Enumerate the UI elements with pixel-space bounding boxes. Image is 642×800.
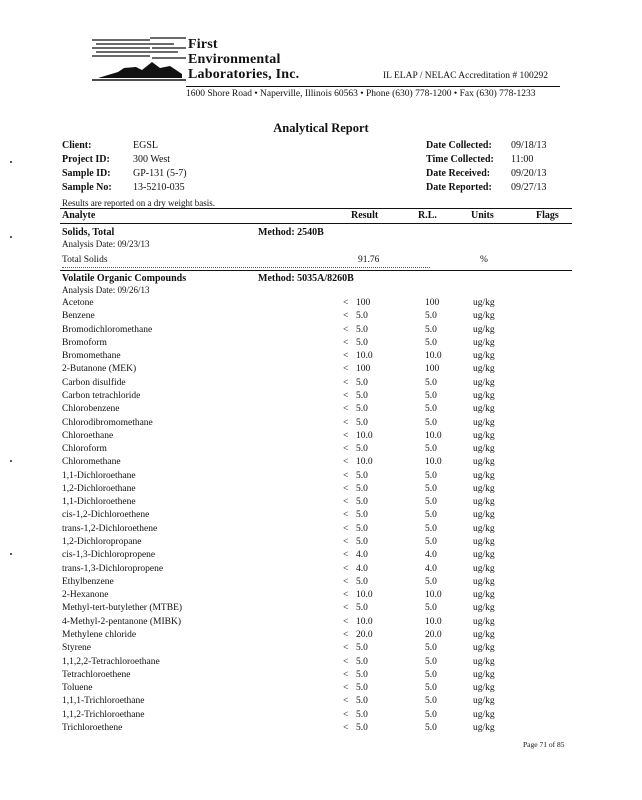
result-value: 5.0	[356, 656, 368, 667]
result-value: 10.0	[356, 590, 373, 601]
units-value: ug/kg	[473, 643, 495, 654]
table-row	[0, 550, 642, 563]
table-row	[0, 670, 642, 683]
result-qualifier: <	[343, 417, 349, 428]
rl-value: 10.0	[425, 430, 442, 441]
table-row	[0, 364, 642, 377]
analyte-name: Ethylbenzene	[62, 576, 114, 587]
margin-mark	[10, 236, 12, 238]
rl-value: 5.0	[425, 377, 437, 388]
units-value: ug/kg	[473, 417, 495, 428]
analyte-name: 1,1,1-Trichloroethane	[62, 696, 145, 707]
time-collected-label: Time Collected:	[426, 154, 494, 165]
result-value: 100	[356, 364, 371, 375]
rl-value: 100	[425, 364, 440, 375]
table-row	[0, 351, 642, 364]
margin-mark	[10, 553, 12, 555]
col-analyte: Analyte	[62, 210, 96, 221]
analyte-name: Total Solids	[62, 255, 108, 265]
analyte-name: 4-Methyl-2-pentanone (MIBK)	[62, 616, 181, 627]
col-rl: R.L.	[418, 210, 437, 221]
result-qualifier: <	[343, 576, 349, 587]
table-row	[0, 723, 642, 736]
dry-weight-note: Results are reported on a dry weight basis.	[62, 198, 215, 208]
table-row	[0, 391, 642, 404]
sample-no-label: Sample No:	[62, 182, 112, 193]
accreditation-text: IL ELAP / NELAC Accreditation # 100292	[383, 71, 548, 81]
date-received-label: Date Received:	[426, 168, 491, 179]
units-value: ug/kg	[473, 404, 495, 415]
units-value: ug/kg	[473, 683, 495, 694]
rl-value: 10.0	[425, 590, 442, 601]
rl-value: 5.0	[425, 390, 437, 401]
analyte-name: trans-1,3-Dichloropropene	[62, 563, 164, 574]
units-value: ug/kg	[473, 603, 495, 614]
analyte-name: Chlorobenzene	[62, 404, 120, 415]
table-row	[0, 404, 642, 417]
units-value: ug/kg	[473, 550, 495, 561]
rl-value: 5.0	[425, 656, 437, 667]
result-qualifier: <	[343, 603, 349, 614]
table-header-rule	[60, 223, 572, 224]
section-rule	[60, 270, 572, 271]
sample-id-value: GP-131 (5-7)	[133, 168, 187, 179]
analyte-name: Methylene chloride	[62, 630, 137, 640]
result-qualifier: <	[343, 563, 349, 574]
section-name: Solids, Total	[62, 227, 115, 238]
table-top-rule	[60, 208, 572, 209]
result-qualifier: <	[343, 377, 349, 388]
rl-value: 5.0	[425, 324, 437, 335]
rl-value: 5.0	[425, 669, 437, 680]
units-value: ug/kg	[473, 483, 495, 494]
table-row	[0, 311, 642, 324]
rl-value: 10.0	[425, 457, 442, 468]
result-qualifier: <	[343, 404, 349, 415]
result-value: 10.0	[356, 351, 373, 362]
table-row	[0, 457, 642, 470]
units-value: ug/kg	[473, 537, 495, 548]
units-value: ug/kg	[473, 377, 495, 388]
units-value: ug/kg	[473, 390, 495, 401]
result-qualifier: <	[343, 523, 349, 534]
lab-name-line2: Environmental	[188, 52, 281, 67]
result-value: 5.0	[356, 470, 368, 481]
result-qualifier: <	[343, 444, 349, 455]
result-value: 5.0	[356, 404, 368, 415]
rl-value: 5.0	[425, 523, 437, 534]
result-value: 100	[356, 298, 371, 308]
rl-value: 5.0	[425, 537, 437, 548]
result-value: 5.0	[356, 523, 368, 534]
section-method: Method: 5035A/8260B	[258, 273, 354, 284]
table-row	[0, 484, 642, 497]
analyte-name: cis-1,2-Dichloroethene	[62, 510, 150, 521]
lab-address: 1600 Shore Road • Naperville, Illinois 60563 • Phone (630) 778-1200 • Fax (630) 778-1233	[186, 89, 536, 99]
units-value: ug/kg	[473, 590, 495, 601]
rl-value: 5.0	[425, 722, 437, 733]
result-value: 5.0	[356, 417, 368, 428]
result-qualifier: <	[343, 630, 349, 640]
table-row	[0, 524, 642, 537]
table-row	[0, 378, 642, 391]
result-value: 5.0	[356, 377, 368, 388]
rl-value: 5.0	[425, 444, 437, 455]
units-value: ug/kg	[473, 351, 495, 362]
table-row	[0, 431, 642, 444]
analyte-name: Chloroethane	[62, 430, 114, 441]
result-qualifier: <	[343, 696, 349, 707]
table-row	[0, 630, 642, 643]
rl-value: 4.0	[425, 550, 437, 561]
section-name: Volatile Organic Compounds	[62, 273, 187, 284]
date-reported-label: Date Reported:	[426, 182, 492, 193]
rl-value: 5.0	[425, 417, 437, 428]
analyte-name: 1,2-Dichloropropane	[62, 537, 142, 548]
result-qualifier: <	[343, 390, 349, 401]
units-value: ug/kg	[473, 364, 495, 375]
analyte-name: 2-Butanone (MEK)	[62, 364, 137, 375]
col-units: Units	[471, 210, 494, 221]
units-value: ug/kg	[473, 563, 495, 574]
col-result: Result	[351, 210, 379, 221]
result-value: 20.0	[356, 630, 373, 640]
result-value: 4.0	[356, 550, 368, 561]
analyte-name: 1,1,2,2-Tetrachloroethane	[62, 656, 160, 667]
result-value: 5.0	[356, 643, 368, 654]
result-qualifier: <	[343, 351, 349, 362]
margin-mark	[10, 161, 12, 163]
analyte-name: Methyl-tert-butylether (MTBE)	[62, 603, 183, 614]
table-row	[0, 510, 642, 523]
section-analysis-date: Analysis Date: 09/26/13	[62, 285, 150, 295]
rl-value: 4.0	[425, 563, 437, 574]
result-qualifier: <	[343, 683, 349, 694]
result-qualifier: <	[343, 430, 349, 441]
result-qualifier: <	[343, 643, 349, 654]
table-row	[0, 537, 642, 550]
rl-value: 10.0	[425, 616, 442, 627]
table-row	[0, 657, 642, 670]
analyte-name: Trichloroethene	[62, 722, 123, 733]
units-value: ug/kg	[473, 444, 495, 455]
result-value: 10.0	[356, 457, 373, 468]
result-value: 5.0	[356, 683, 368, 694]
result-value: 5.0	[356, 337, 368, 348]
table-row	[0, 325, 642, 338]
result-value: 10.0	[356, 430, 373, 441]
project-value: 300 West	[133, 154, 171, 165]
rl-value: 5.0	[425, 683, 437, 694]
result-value: 5.0	[356, 483, 368, 494]
table-row	[0, 471, 642, 484]
analyte-name: Toluene	[62, 683, 93, 694]
result-qualifier: <	[343, 311, 349, 322]
time-collected-value: 11:00	[511, 154, 534, 165]
units-value: %	[480, 255, 488, 265]
analyte-name: Styrene	[62, 643, 92, 654]
result-qualifier: <	[343, 497, 349, 508]
units-value: ug/kg	[473, 497, 495, 508]
units-value: ug/kg	[473, 311, 495, 322]
lab-name-line3: Laboratories, Inc.	[188, 67, 300, 82]
rl-value: 5.0	[425, 576, 437, 587]
letterhead-rule	[186, 86, 560, 87]
page-number: Page 71 of 85	[523, 740, 565, 749]
result-qualifier: <	[343, 590, 349, 601]
rl-value: 100	[425, 298, 440, 308]
rl-value: 10.0	[425, 351, 442, 362]
analyte-name: cis-1,3-Dichloropropene	[62, 550, 156, 561]
units-value: ug/kg	[473, 298, 495, 308]
analyte-name: Tetrachloroethene	[62, 669, 131, 680]
table-row	[0, 577, 642, 590]
rl-value: 5.0	[425, 643, 437, 654]
date-reported-value: 09/27/13	[511, 182, 547, 193]
table-row	[0, 444, 642, 457]
result-qualifier: <	[343, 298, 349, 308]
result-qualifier: <	[343, 550, 349, 561]
analyte-name: 1,1-Dichloroethane	[62, 470, 136, 481]
col-flags: Flags	[536, 210, 559, 221]
analyte-name: Bromomethane	[62, 351, 121, 362]
units-value: ug/kg	[473, 709, 495, 720]
table-row	[0, 298, 642, 311]
units-value: ug/kg	[473, 523, 495, 534]
date-collected-value: 09/18/13	[511, 140, 547, 151]
result-qualifier: <	[343, 364, 349, 375]
result-value: 10.0	[356, 616, 373, 627]
analyte-name: Bromodichloromethane	[62, 324, 153, 335]
units-value: ug/kg	[473, 630, 495, 640]
analyte-name: Chloromethane	[62, 457, 121, 468]
section-analysis-date: Analysis Date: 09/23/13	[62, 239, 150, 249]
result-qualifier: <	[343, 337, 349, 348]
rl-value: 5.0	[425, 337, 437, 348]
result-qualifier: <	[343, 669, 349, 680]
units-value: ug/kg	[473, 656, 495, 667]
table-row	[0, 683, 642, 696]
analyte-name: 1,1,2-Trichloroethane	[62, 709, 145, 720]
result-value: 5.0	[356, 311, 368, 322]
analyte-name: 2-Hexanone	[62, 590, 109, 601]
table-row	[0, 564, 642, 577]
table-row	[0, 710, 642, 723]
rl-value: 5.0	[425, 709, 437, 720]
rl-value: 5.0	[425, 696, 437, 707]
result-value: 4.0	[356, 563, 368, 574]
rl-value: 5.0	[425, 483, 437, 494]
result-value: 5.0	[356, 669, 368, 680]
analyte-name: Benzene	[62, 311, 95, 322]
units-value: ug/kg	[473, 696, 495, 707]
table-row	[0, 696, 642, 709]
rl-value: 5.0	[425, 497, 437, 508]
analyte-name: Carbon disulfide	[62, 377, 126, 388]
result-value: 5.0	[356, 497, 368, 508]
client-value: EGSL	[133, 140, 158, 151]
result-qualifier: <	[343, 457, 349, 468]
rl-value: 5.0	[425, 603, 437, 614]
analyte-name: Bromoform	[62, 337, 107, 348]
margin-mark	[10, 460, 12, 462]
client-label: Client:	[62, 140, 92, 151]
analyte-name: Chlorodibromomethane	[62, 417, 153, 428]
project-label: Project ID:	[62, 154, 110, 165]
date-received-value: 09/20/13	[511, 168, 547, 179]
units-value: ug/kg	[473, 722, 495, 733]
result-value: 5.0	[356, 722, 368, 733]
table-row	[0, 643, 642, 656]
rl-value: 5.0	[425, 510, 437, 521]
result-value: 5.0	[356, 390, 368, 401]
analyte-name: 1,2-Dichloroethane	[62, 483, 136, 494]
units-value: ug/kg	[473, 430, 495, 441]
analyte-name: Chloroform	[62, 444, 107, 455]
table-row	[0, 418, 642, 431]
units-value: ug/kg	[473, 470, 495, 481]
result-value: 5.0	[356, 324, 368, 335]
result-qualifier: <	[343, 537, 349, 548]
lab-name-line1: First	[188, 37, 218, 52]
result-qualifier: <	[343, 722, 349, 733]
units-value: ug/kg	[473, 576, 495, 587]
date-collected-label: Date Collected:	[426, 140, 492, 151]
result-value: 5.0	[356, 510, 368, 521]
table-row	[0, 617, 642, 630]
result-value: 5.0	[356, 444, 368, 455]
result-value: 91.76	[358, 255, 380, 265]
result-value: 5.0	[356, 576, 368, 587]
result-value: 5.0	[356, 696, 368, 707]
result-qualifier: <	[343, 483, 349, 494]
sample-no-value: 13-5210-035	[133, 182, 185, 193]
table-row	[0, 497, 642, 510]
table-row	[0, 603, 642, 616]
result-qualifier: <	[343, 470, 349, 481]
units-value: ug/kg	[473, 669, 495, 680]
sample-id-label: Sample ID:	[62, 168, 111, 179]
result-qualifier: <	[343, 656, 349, 667]
result-value: 5.0	[356, 603, 368, 614]
analyte-name: 1,1-Dichloroethene	[62, 497, 136, 508]
table-row	[0, 590, 642, 603]
result-qualifier: <	[343, 324, 349, 335]
lab-logo	[90, 34, 188, 84]
analyte-name: trans-1,2-Dichloroethene	[62, 523, 158, 534]
result-qualifier: <	[343, 510, 349, 521]
result-value: 5.0	[356, 537, 368, 548]
analyte-name: Acetone	[62, 298, 94, 308]
rl-value: 20.0	[425, 630, 442, 640]
row-divider	[62, 267, 430, 268]
table-row	[0, 338, 642, 351]
result-qualifier: <	[343, 616, 349, 627]
units-value: ug/kg	[473, 324, 495, 335]
rl-value: 5.0	[425, 470, 437, 481]
units-value: ug/kg	[473, 616, 495, 627]
report-title: Analytical Report	[273, 121, 369, 135]
units-value: ug/kg	[473, 510, 495, 521]
rl-value: 5.0	[425, 311, 437, 322]
units-value: ug/kg	[473, 457, 495, 468]
units-value: ug/kg	[473, 337, 495, 348]
section-method: Method: 2540B	[258, 227, 324, 238]
rl-value: 5.0	[425, 404, 437, 415]
result-qualifier: <	[343, 709, 349, 720]
result-value: 5.0	[356, 709, 368, 720]
analyte-name: Carbon tetrachloride	[62, 390, 141, 401]
